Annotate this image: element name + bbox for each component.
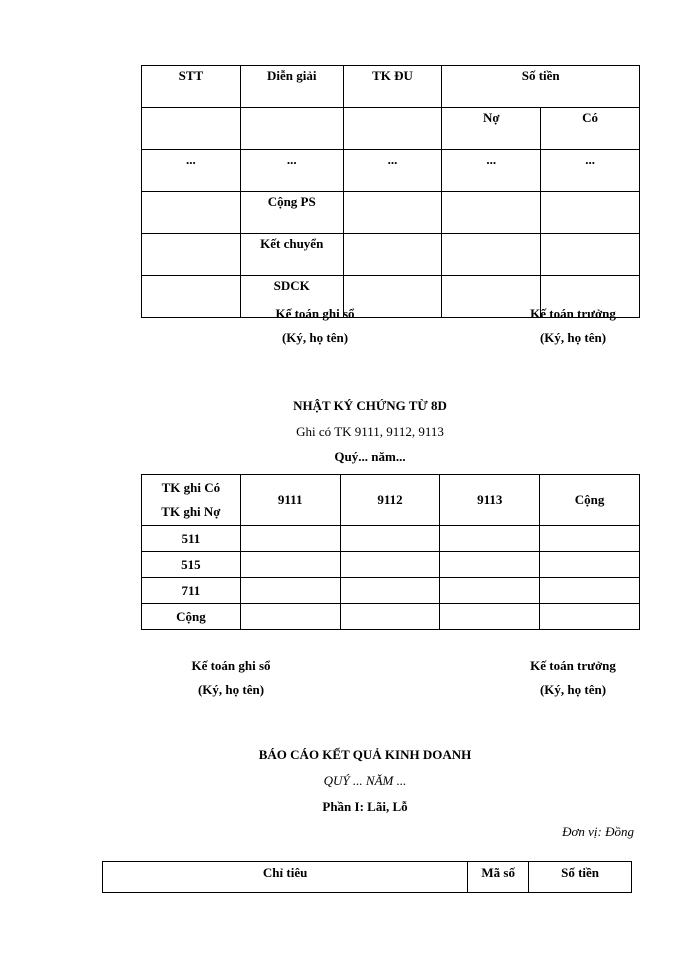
col-header-9113: 9113 [440,475,540,526]
cell [340,526,440,552]
ellipsis-cell: ... [142,150,241,192]
journal-title: NHẬT KÝ CHỨNG TỪ 8D [293,398,447,413]
ellipsis-cell: ... [240,150,343,192]
signature-sub: (Ký, họ tên) [281,330,349,345]
table-row [142,578,640,604]
cell [240,526,340,552]
header-stt: STT [142,66,241,108]
cell [442,234,541,276]
ellipsis-cell: ... [343,150,442,192]
cell [540,526,640,552]
cell [142,108,241,150]
col-header-chi-tieu: Chỉ tiêu [103,862,468,893]
cell [541,234,640,276]
row-label-511: 511 [142,526,241,552]
col-header-9111: 9111 [240,475,340,526]
cell [540,604,640,630]
signature-sub: (Ký, họ tên) [539,682,607,697]
header-dien-giai: Diễn giải [240,66,343,108]
table-row [142,526,640,552]
cell [540,552,640,578]
cell [240,108,343,150]
signature-chief-accountant-2 [498,654,648,702]
table-row [142,604,640,630]
cell [343,108,442,150]
corner-top: TK ghi Có [161,480,221,495]
cell [142,276,241,318]
corner-header [142,475,241,526]
journal-table [141,474,640,630]
row-label-711: 711 [142,578,241,604]
col-header-so-tien: Số tiền [529,862,632,893]
signature-title: Kế toán ghi sổ [191,658,271,673]
ellipsis-cell: ... [541,150,640,192]
cell [343,234,442,276]
col-header-ma-so: Mã số [468,862,529,893]
corner-bottom: TK ghi Nợ [161,504,221,519]
signature-sub: (Ký, họ tên) [197,682,265,697]
table-row [142,150,640,192]
cell [240,552,340,578]
table-row [142,552,640,578]
signature-accountant [240,302,390,350]
cell [442,192,541,234]
row-label-cong-ps: Cộng PS [240,192,343,234]
row-label-sdck: SDCK [240,276,343,318]
ellipsis-cell: ... [442,150,541,192]
cell [540,578,640,604]
signature-title: Kế toán ghi sổ [275,306,355,321]
cell [340,578,440,604]
cell [440,604,540,630]
table-row [142,234,640,276]
header-tk-du: TK ĐU [343,66,442,108]
report-period: QUÝ ... NĂM ... [323,773,407,788]
ledger-table [141,65,640,318]
cell [541,192,640,234]
signature-title: Kế toán trưởng [530,658,616,673]
row-label-ket-chuyen: Kết chuyển [240,234,343,276]
table-row [142,192,640,234]
cell [142,234,241,276]
signature-title: Kế toán trưởng [530,306,616,321]
signature-accountant-2 [156,654,306,702]
report-title: BÁO CÁO KẾT QUẢ KINH DOANH [258,747,472,762]
cell [440,526,540,552]
signature-sub: (Ký, họ tên) [539,330,607,345]
cell [240,578,340,604]
col-header-9112: 9112 [340,475,440,526]
cell [440,552,540,578]
journal-period: Quý... năm... [334,449,406,464]
cell [440,578,540,604]
cell [343,192,442,234]
header-co: Có [541,108,640,150]
signature-chief-accountant [498,302,648,350]
row-label-515: 515 [142,552,241,578]
report-part: Phần I: Lãi, Lỗ [322,799,408,814]
cell [340,604,440,630]
col-header-cong: Cộng [540,475,640,526]
cell [240,604,340,630]
cell [142,192,241,234]
row-label-cong: Cộng [142,604,241,630]
journal-subtitle: Ghi có TK 9111, 9112, 9113 [296,424,444,439]
report-unit: Đơn vị: Đồng [562,824,634,839]
header-no: Nợ [442,108,541,150]
report-table [102,861,632,893]
header-so-tien: Số tiền [442,66,640,108]
cell [340,552,440,578]
